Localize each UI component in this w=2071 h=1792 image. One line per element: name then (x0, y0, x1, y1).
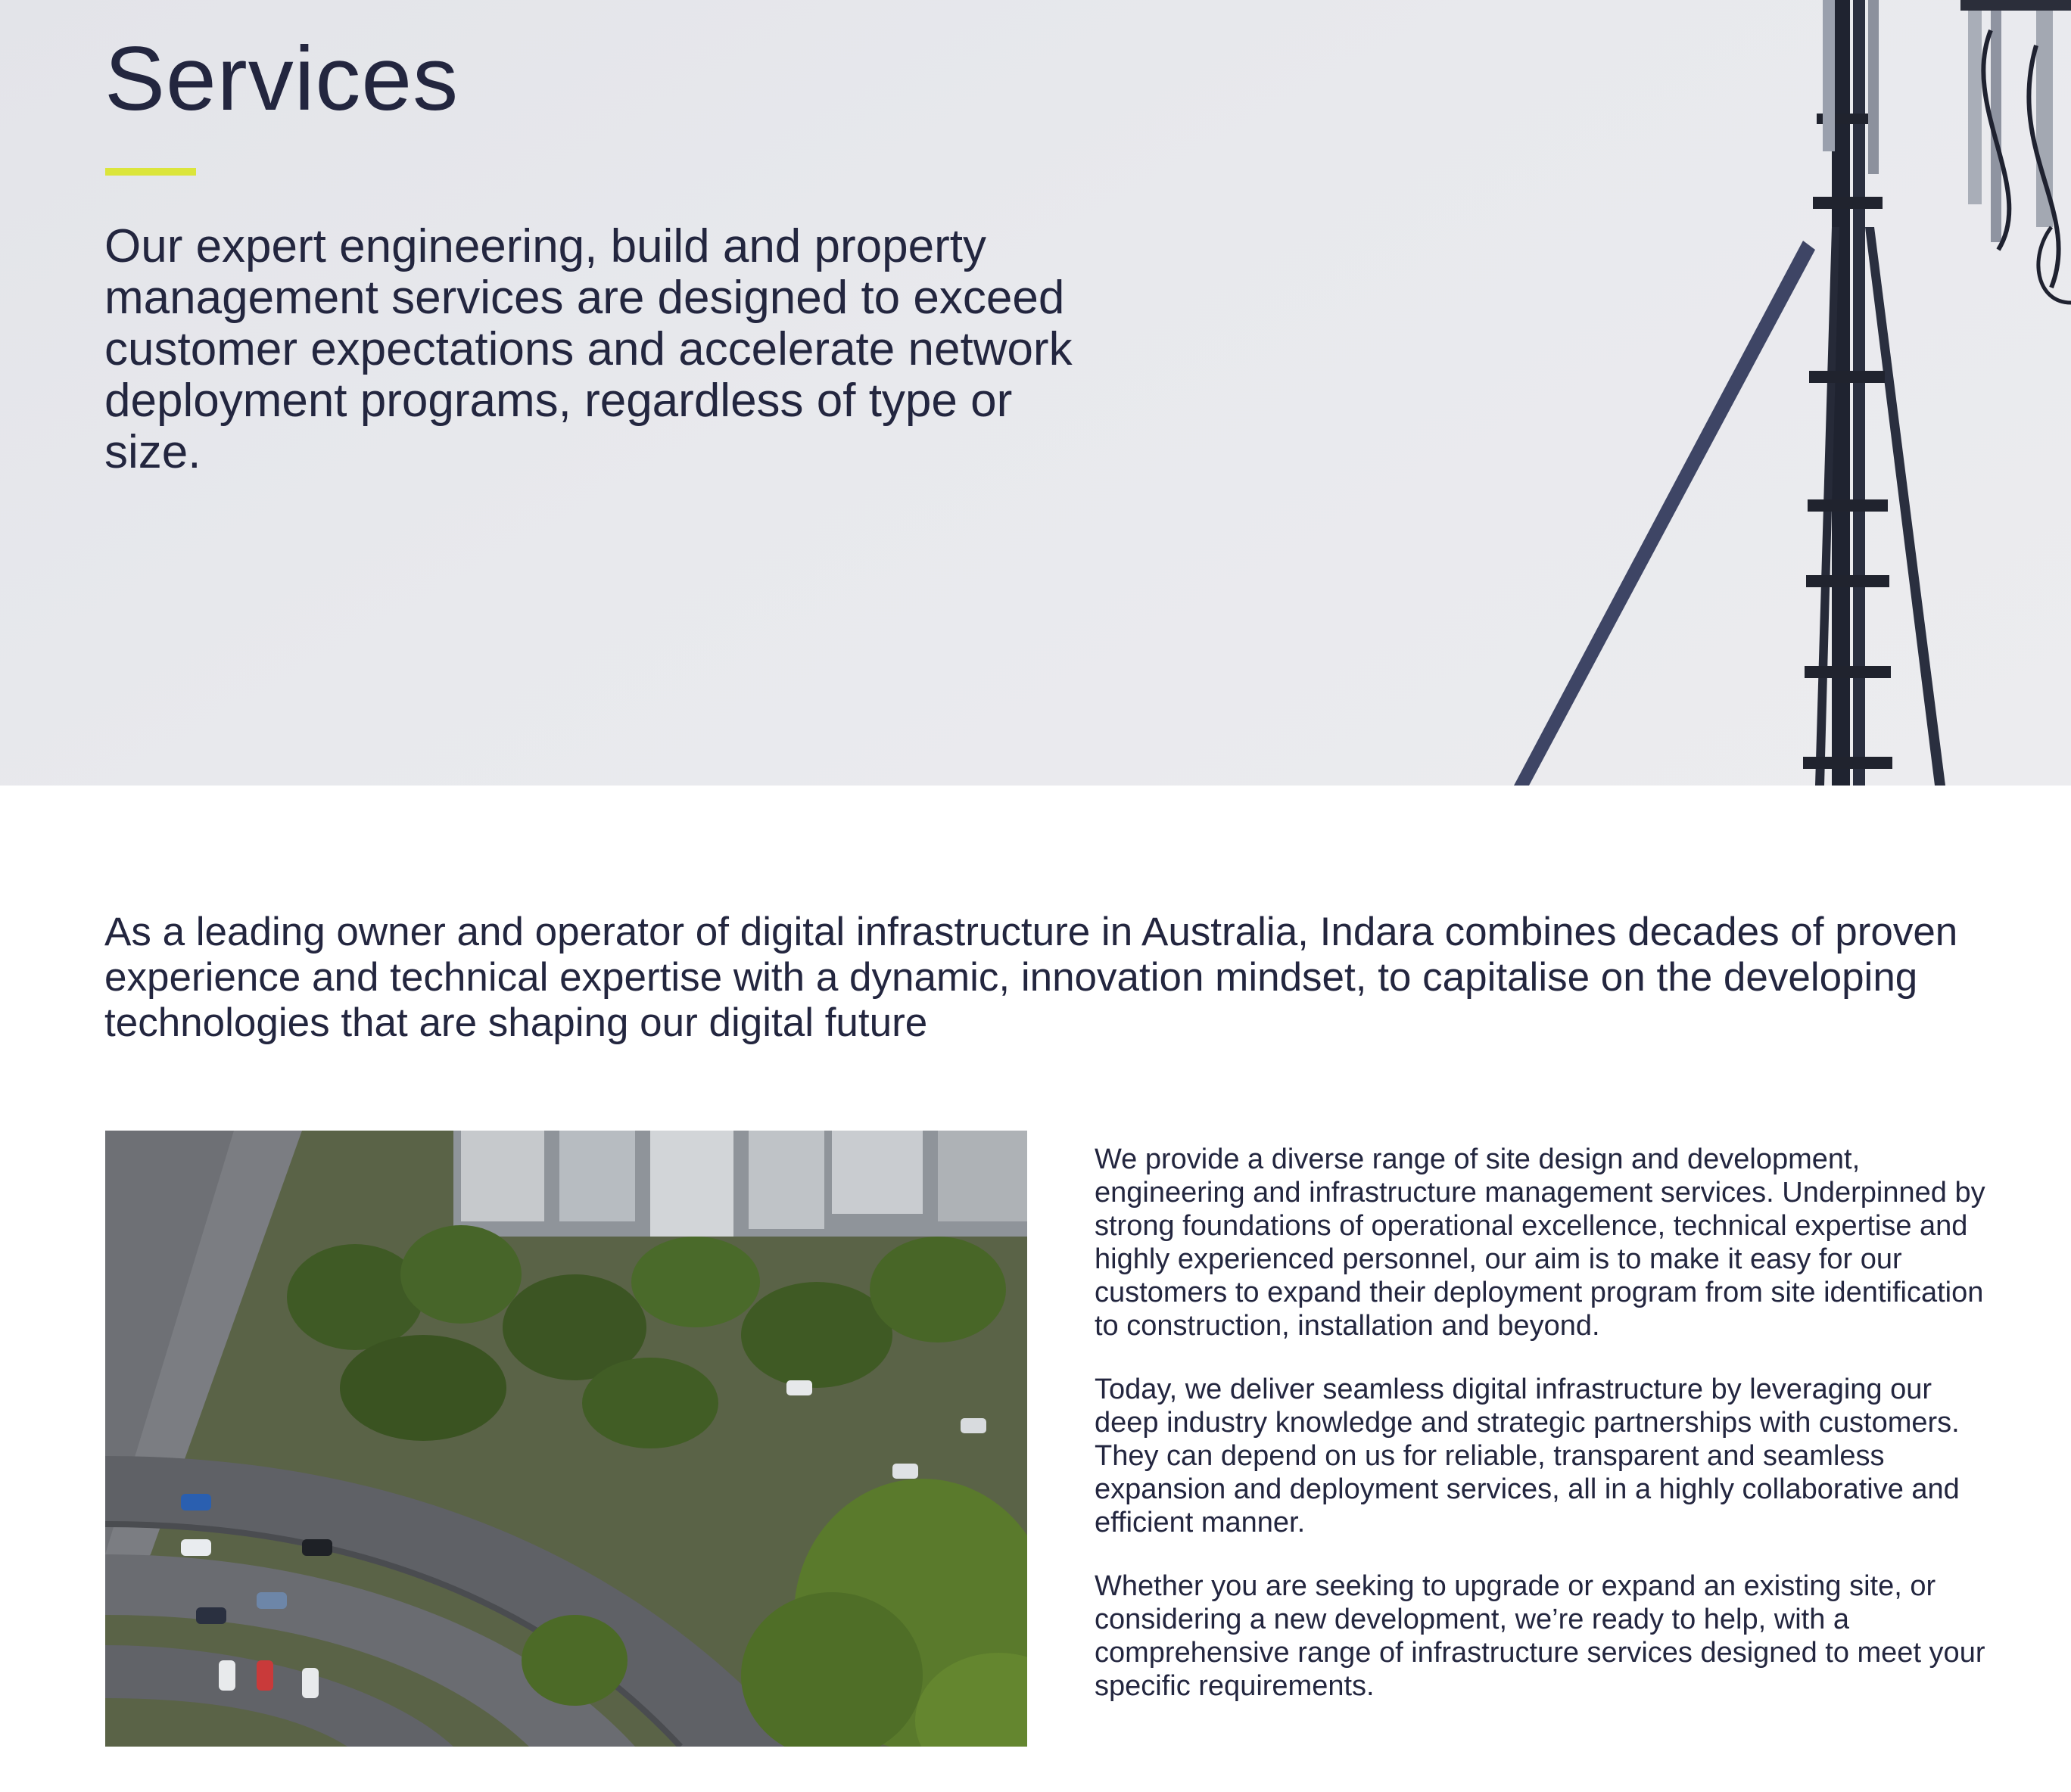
body-paragraph-1: We provide a diverse range of site design and development, engineering and infrastructure management services. Underpinned by strong foundations of operational excellence, technical expertise and highly experienced personnel, our aim is to make it easy for our customers to expand their deployment program from site identification to construction, installation and beyond. (1095, 1143, 1985, 1342)
aerial-road-and-trees-photo (105, 1131, 1027, 1747)
hero-lead-text: Our expert engineering, build and property management services are designed to exceed customer expectations and accelerate network deployment programs, regardless of type or size. (104, 220, 1073, 478)
services-description (1095, 1143, 1995, 1733)
intro-statement: As a leading owner and operator of digital infrastructure in Australia, Indara combines decades of proven experience and technical expertise with a dynamic, innovation mindset, to capitalise on the developing technologies that are shaping our digital future (104, 910, 1958, 1045)
page-title: Services (104, 28, 459, 129)
title-accent-bar (105, 168, 196, 176)
telecom-tower-photo (1506, 0, 2071, 786)
body-paragraph-2: Today, we deliver seamless digital infrastructure by leveraging our deep industry knowledge and strategic partnerships with customers. They can depend on us for reliable, transparent and seamless expansion and deployment services, all in a highly collaborative and efficient manner. (1095, 1374, 1960, 1538)
body-paragraph-3: Whether you are seeking to upgrade or expand an existing site, or considering a new development, we’re ready to help, with a comprehensive range of infrastructure services designed to meet your specific requirements. (1095, 1570, 1985, 1702)
hero-section (0, 0, 2071, 786)
